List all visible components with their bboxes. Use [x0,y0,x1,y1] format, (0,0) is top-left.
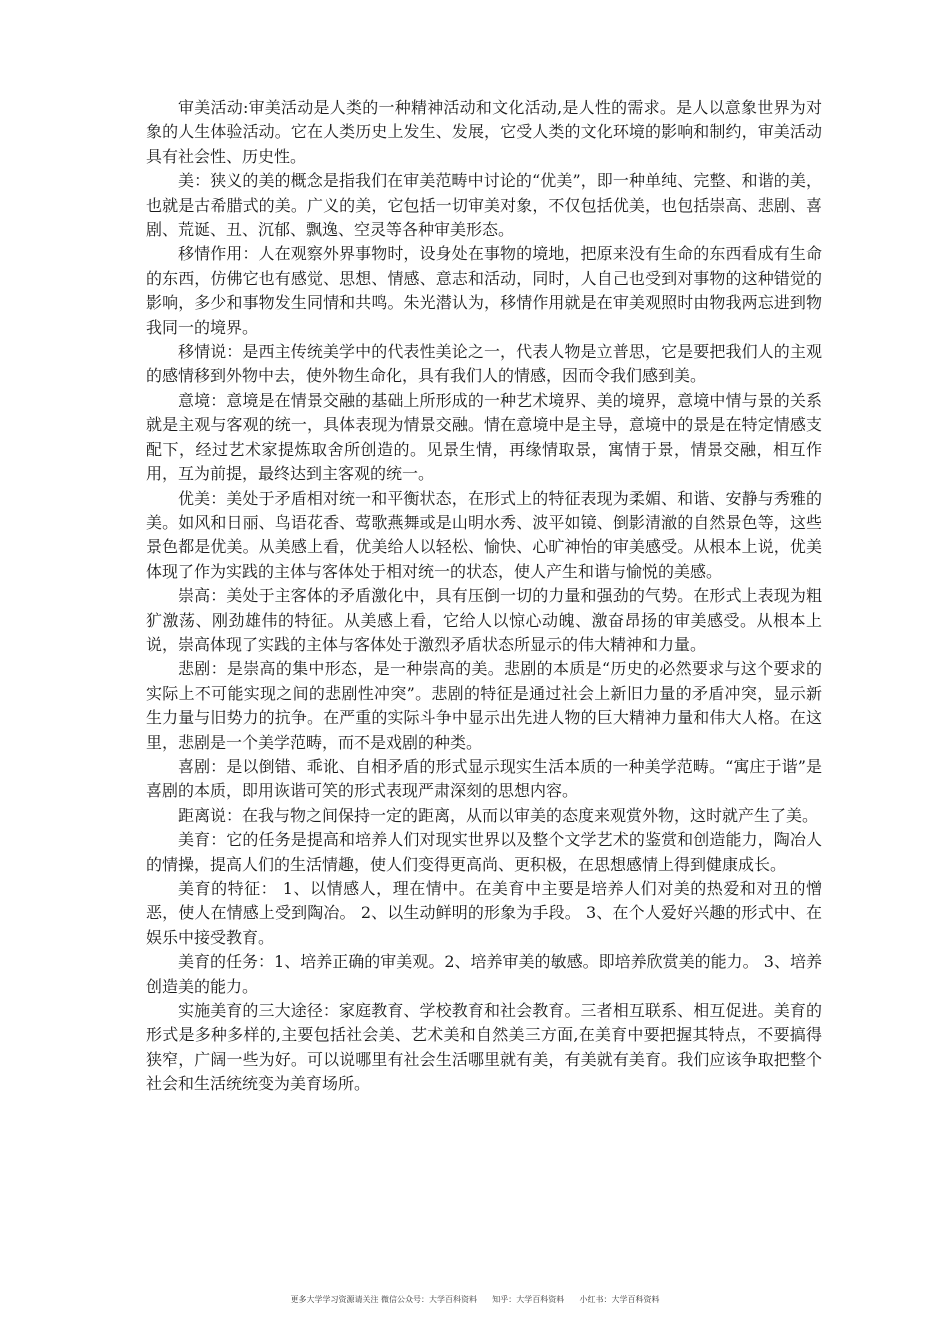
paragraph-grace: 优美：美处于矛盾相对统一和平衡状态，在形式上的特征表现为柔媚、和谐、安静与秀雅的美。如风和日丽、鸟语花香、莺歌燕舞或是山明水秀、波平如镜、倒影清澈的自然景色等，这些景色都是优美。从美感上看，优美给人以轻松、愉快、心旷神怡的审美感受。从根本上说，优美体现了作为实践的主体与客体处于相对统一的状态，使人产生和谐与愉悦的美感。 [146,488,822,581]
paragraph-sublime: 崇高：美处于主客体的矛盾激化中，具有压倒一切的力量和强劲的气势。在形式上表现为粗犷激荡、刚劲雄伟的特征。从美感上看，它给人以惊心动魄、激奋昂扬的审美感受。从根本上说，崇高体现了实践的主体与客体处于激烈矛盾状态所显示的伟大精神和力量。 [146,586,822,654]
paragraph-beauty: 美：狭义的美的概念是指我们在审美范畴中讨论的“优美”，即一种单纯、完整、和谐的美，也就是古希腊式的美。广义的美，它包括一切审美对象，不仅包括优美，也包括崇高、悲剧、喜剧、荒诞、丑、沉郁、飘逸、空灵等各种审美形态。 [146,171,822,240]
paragraph-comedy: 喜剧：是以倒错、乖讹、自相矛盾的形式显示现实生活本质的一种美学范畴。“寓庄于谐”是喜剧的本质，即用诙谐可笑的形式表现严肃深刻的思想内容。 [146,756,822,801]
paragraph-artistic-conception: 意境：意境是在情景交融的基础上所形成的一种艺术境界、美的境界，意境中情与景的关系就是主观与客观的统一，具体表现为情景交融。情在意境中是主导，意境中的景是在特定情感支配下，经过艺术家提炼取舍所创造的。见景生情，再缘情取景，寓情于景，情景交融，相互作用，互为前提，最终达到主客观的统一。 [146,390,822,484]
paragraph-aesthetic-activity: 审美活动:审美活动是人类的一种精神活动和文化活动,是人性的需求。是人以意象世界为对象的人生体验活动。它在人类历史上发生、发展，它受人类的文化环境的影响和制约，审美活动具有社会性、历史性。 [146,98,822,166]
paragraph-education-tasks: 美育的任务：1、培养正确的审美观。2、培养审美的敏感。即培养欣赏美的能力。 3、培养创造美的能力。 [146,952,822,996]
paragraph-education-features: 美育的特征： 1、以情感人，理在情中。在美育中主要是培养人们对美的热爱和对丑的憎恶，使人在情感上受到陶冶。 2、以生动鲜明的形象为手段。 3、在个人爱好兴趣的形式中、在娱乐中接受教育。 [146,879,822,947]
paragraph-distance-theory: 距离说：在我与物之间保持一定的距离，从而以审美的态度来观赏外物，这时就产生了美。 [178,805,819,825]
paragraph-education-approaches: 实施美育的三大途径：家庭教育、学校教育和社会教育。三者相互联系、相互促进。美育的形式是多种多样的,主要包括社会美、艺术美和自然美三方面,在美育中要把握其特点，不要搞得狭窄，广阔一些为好。可以说哪里有社会生活哪里就有美，有美就有美育。我们应该争取把整个社会和生活统统变为美育场所。 [146,1001,822,1094]
paragraph-tragedy: 悲剧：是崇高的集中形态，是一种崇高的美。悲剧的本质是“历史的必然要求与这个要求的实际上不可能实现之间的悲剧性冲突”。悲剧的特征是通过社会上新旧力量的矛盾冲突，显示新生力量与旧势力的抗争。在严重的实际斗争中显示出先进人物的巨大精神力量和伟大人格。在这里，悲剧是一个美学范畴，而不是戏剧的种类。 [146,659,822,752]
paragraph-aesthetic-education: 美育：它的任务是提高和培养人们对现实世界以及整个文学艺术的鉴赏和创造能力，陶冶人的情操，提高人们的生活情趣，使人们变得更高尚、更积极，在思想感情上得到健康成长。 [146,830,822,874]
page-footer: 更多大学学习资源请关注 微信公众号：大学百科资料 知乎：大学百科资料 小红书：大学百科资料 [290,1295,660,1304]
paragraph-empathy-effect: 移情作用：人在观察外界事物时，设身处在事物的境地，把原来没有生命的东西看成有生命的东西，仿佛它也有感觉、思想、情感、意志和活动，同时，人自己也受到对事物的这种错觉的影响，多少和事物发生同情和共鸣。朱光潜认为，移情作用就是在审美观照时由物我两忘进到物我同一的境界。 [146,244,822,337]
document-body [146,96,822,1097]
paragraph-empathy-theory: 移情说：是西主传统美学中的代表性美论之一，代表人物是立普思，它是要把我们人的主观的感情移到外物中去，使外物生命化，具有我们人的情感，因而令我们感到美。 [146,342,822,386]
